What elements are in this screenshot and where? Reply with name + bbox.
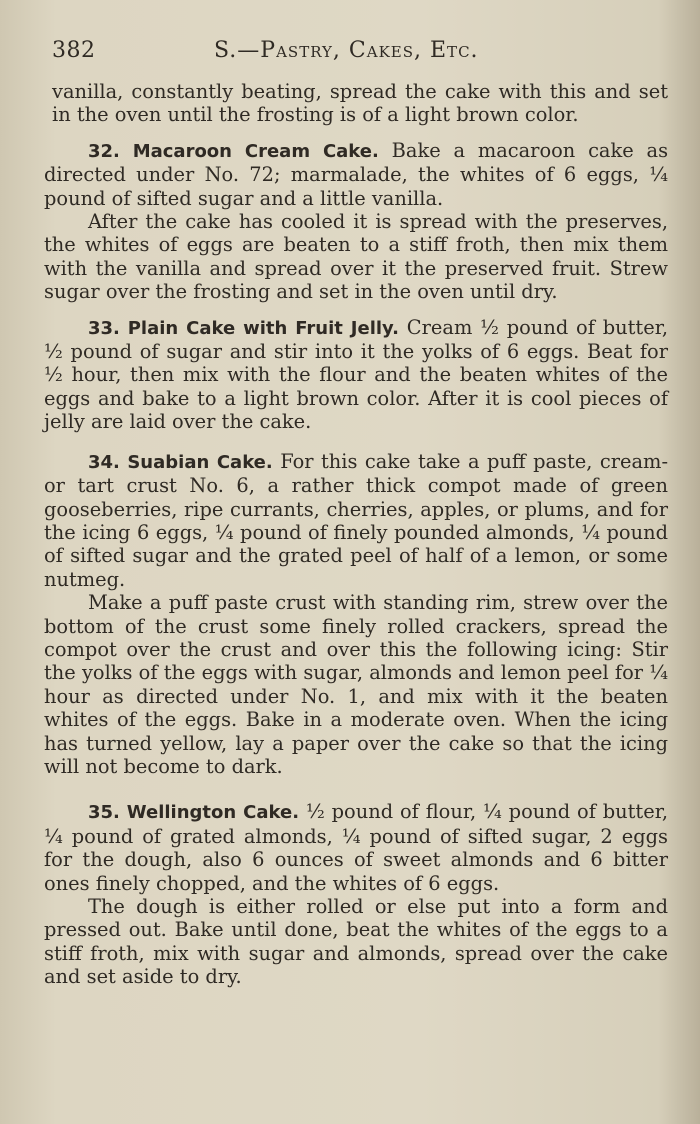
recipe-text: ½ pound of flour, ¼ pound of butter, ¼ pound of grated almonds, ¼ pound of sifted sugar, 2 eggs for the dough, also 6 ounces of sweet almonds and 6 bitter ones finely chopped, and the whites of 6 eggs. xyxy=(44,800,669,895)
page-body xyxy=(44,80,668,989)
recipe-paragraph xyxy=(44,450,668,591)
page-header xyxy=(52,38,660,66)
recipe-title: Suabian Cake. xyxy=(127,451,273,473)
continuation-paragraph: vanilla, constantly beating, spread the cake with this and set in the oven until the frosting is of a light brown color. xyxy=(52,80,668,127)
recipe-title: Plain Cake with Fruit Jelly. xyxy=(127,317,399,339)
recipe-paragraph: The dough is either rolled or else put into a form and pressed out. Bake until done, beat the whites of the eggs to a stiff froth, mix with sugar and almonds, spread over the cake and set aside to dry. xyxy=(44,895,668,989)
recipe-number: 32. xyxy=(88,140,120,162)
recipe-paragraph xyxy=(44,316,668,434)
recipe-number: 35. xyxy=(88,802,120,824)
running-head: S.—Pastry, Cakes, Etc. xyxy=(214,38,479,63)
recipe-paragraph xyxy=(44,139,668,210)
recipe-paragraph: Make a puff paste crust with standing rim, strew over the bottom of the crust some finely rolled crackers, spread the compot over the crust and over this the following icing: Stir the yolks of the eggs with sugar, almonds and lemon peel for ¼ hour as directed under No. 1, and mix with it the beaten whites of the eggs. Bake in a moderate oven. When the icing has turned yellow, lay a paper over the cake so that the icing will not become to dark. xyxy=(44,591,668,778)
recipe-32 xyxy=(44,139,668,304)
recipe-number: 34. xyxy=(88,451,120,473)
recipe-title: Macaroon Cream Cake. xyxy=(132,140,379,162)
recipe-paragraph: After the cake has cooled it is spread with the preserves, the whites of eggs are beaten to a stiff froth, then mix them with the vanilla and spread over it the preserved fruit. Strew sugar over the frosting and set in the oven until dry. xyxy=(44,210,668,304)
recipe-33 xyxy=(44,316,668,434)
recipe-34 xyxy=(44,450,668,779)
recipe-text: Bake a macaroon cake as directed under No. 72; marmalade, the whites of 6 eggs, ¼ pound of sifted sugar and a little vanilla. xyxy=(44,138,669,210)
recipe-title: Wellington Cake. xyxy=(126,802,300,824)
recipe-text: For this cake take a puff paste, cream- or tart crust No. 6, a rather thick compot made of green gooseberries, ripe currants, cherries, apples, or plums, and for the icing 6 eggs, ¼ pound of finely pounded almonds, ¼ pound of sifted sugar and the grated peel of half of a lemon, or some nutmeg. xyxy=(44,449,668,591)
recipe-number: 33. xyxy=(88,317,120,339)
page-number: 382 xyxy=(52,38,96,63)
recipe-35 xyxy=(44,800,668,988)
recipe-text: Cream ½ pound of butter, ½ pound of sugar and stir into it the yolks of 6 eggs. Beat for ½ hour, then mix with the flour and the beaten whites of the eggs and bake to a light brown color. After it is cool pieces of jelly are laid over the cake. xyxy=(44,315,668,434)
recipe-paragraph xyxy=(44,800,668,895)
